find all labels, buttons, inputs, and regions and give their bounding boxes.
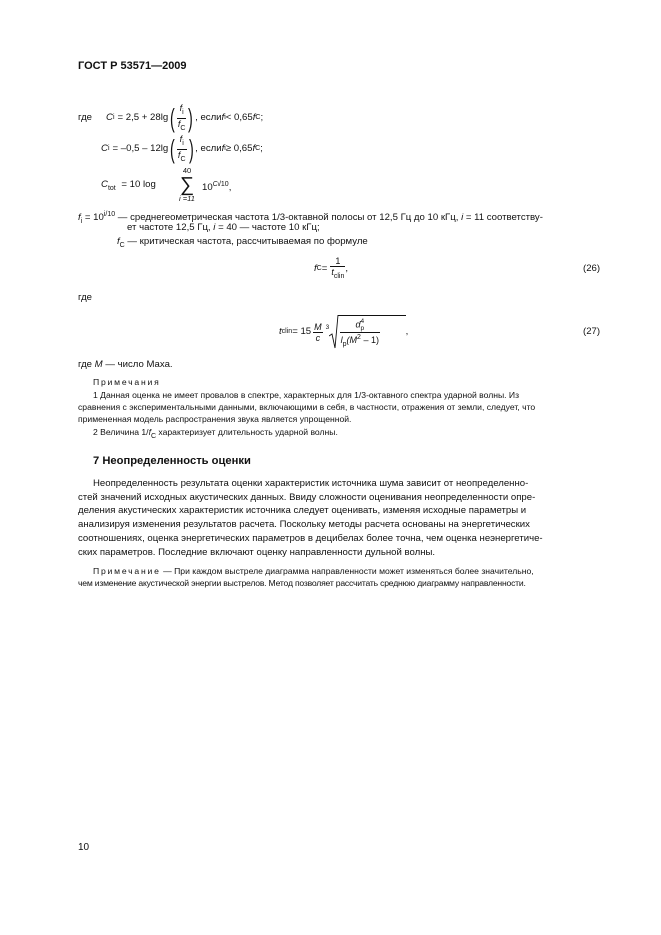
mach-definition: где M — число Маха. (78, 359, 173, 370)
section-7-title: 7 Неопределенность оценки (93, 455, 251, 467)
notes-label: Примечания (93, 377, 161, 387)
sum-lower-limit: i =11 (179, 194, 195, 203)
fraction-fi-fc-2: $\frac{f_i}{f_C}$ (177, 133, 186, 163)
section-7-note-line-2: чем изменение акустической энергии выстрелов. Метод позволяет рассчитать среднюю диаграмму направленности. (78, 578, 526, 588)
cube-root: 3 d 4 p $l_p(M^2 - 1)$ (326, 314, 406, 350)
sigma-symbol: ∑ (179, 174, 195, 196)
section-7-line-3: деления акустических характеристик источника следует оценивать, изменяя исходные параметры и (78, 505, 527, 516)
section-7-note-line-1: Примечание — При каждом выстреле диаграмма направленности может изменяться более значительно, (93, 566, 534, 576)
sum-upper-limit: 40 (182, 166, 192, 175)
definition-fi: $f_i = 10^{i/10}$ — среднегеометрическая частота 1/3-октавной полосы от 12,5 Гц до 10 кГц, i = 11 соответству- (78, 211, 543, 225)
equation-27: t clin = 15 $\frac{M}{c}$ 3 d 4 p $l_p(M^2 - 1)$ , (279, 312, 408, 352)
section-7-line-2: стей значений исходных акустических данных. Ввиду сложности оценивания неопределенности опре- (78, 492, 536, 503)
note-1-line-1: 1 Данная оценка не имеет провалов в спектре, характерных для 1/3-октавного спектра ударной волны. Из (93, 390, 520, 400)
section-7-line-4: анализируя изменения результатов расчета. Поскольку методы расчета основаны на энергетических (78, 519, 530, 530)
definition-fi-line2: ет частоте 12,5 Гц, i = 40 — частоте 10 кГц; (127, 222, 320, 233)
note-2: 2 Величина $1/f_C$ характеризует длительность ударной волны. (93, 427, 338, 440)
note-1-line-3: примененная модель распространения звука является упрощенной. (78, 414, 352, 424)
page-number: 10 (78, 842, 90, 853)
where-label: где (78, 112, 93, 123)
note-1-line-2: сравнения с экспериментальными данными, включающими в себя, в частности, отражения от земли, следует, что (78, 402, 536, 412)
fraction-fi-fc: $\frac{f_i}{f_C}$ (177, 102, 186, 132)
definition-fc: $f_C$ — критическая частота, рассчитываемая по формуле (117, 236, 368, 249)
section-7-line-1: Неопределенность результата оценки характеристик источника шума зависит от неопределенно- (93, 478, 529, 489)
equation-27-number: (27) (583, 326, 601, 337)
document-header: ГОСТ Р 53571—2009 (78, 60, 187, 72)
equation-26-number: (26) (583, 263, 601, 274)
formula-ci-1: где C i = 2,5 + 28lg ( $\frac{f_i}{f_C}$ ) , если f i < 0,65 f C ; (78, 102, 264, 133)
formula-ci-2: C i = –0,5 – 12lg ( $\frac{f_i}{f_C}$ ) , если f i ≥ 0,65 f C ; (101, 133, 263, 164)
where-label-2: где (78, 292, 93, 303)
section-7-line-6: ских параметров. Последние включают оценку направленности дульной волны. (78, 547, 436, 558)
equation-26: f C = $\frac{1}{t_{clin}}$ , (314, 256, 349, 280)
section-7-line-5: соотношениях, оценка энергетических параметров в децибелах более точна, чем оценка неэнергетиче- (78, 533, 543, 544)
